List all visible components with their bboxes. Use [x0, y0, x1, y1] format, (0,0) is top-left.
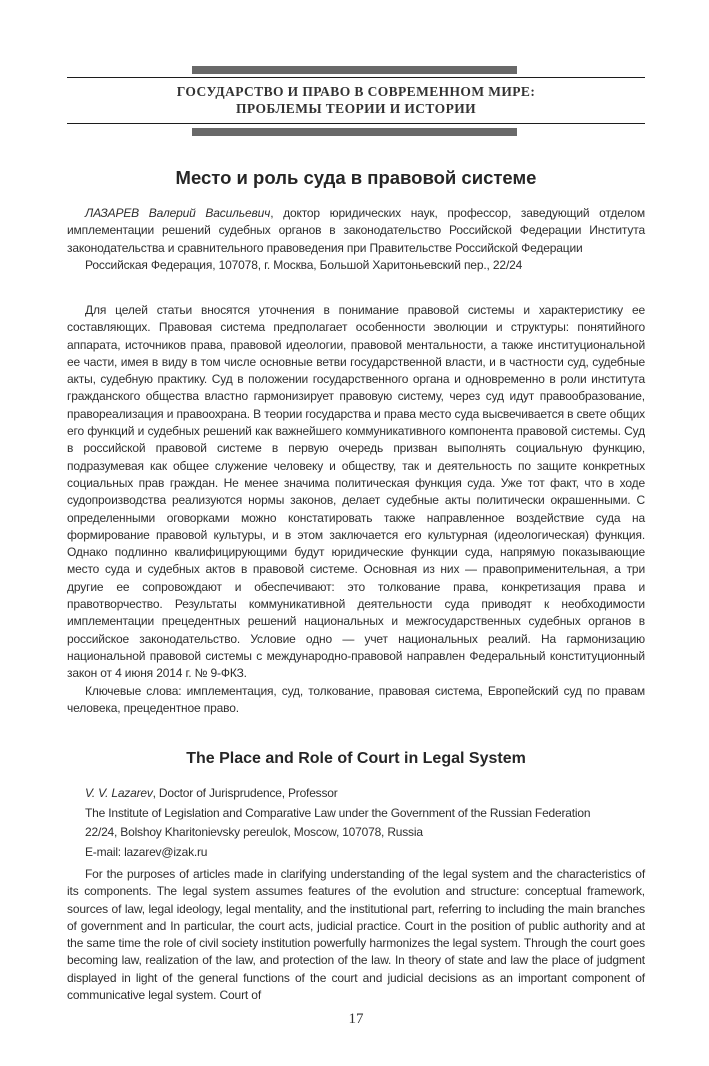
- author-details-en: , Doctor of Jurisprudence, Professor: [152, 786, 338, 800]
- article-title-en: The Place and Role of Court in Legal System: [186, 750, 526, 767]
- affiliation-en: The Institute of Legislation and Comparative Law under the Government of the Russian Federation: [85, 805, 591, 820]
- keywords-ru: Ключевые слова: имплементация, суд, толкование, правовая система, Европейский суд по правам человека, прецедентное право.: [67, 683, 645, 715]
- header-rule-top: [67, 77, 645, 78]
- author-details-ru: , доктор юридических наук, профессор, заведующий отделом имплементации решений судебных органов в законодательство Российской Федерации Института законодательства и сравнительного правоведения при Правительстве Российской Федерации: [67, 206, 645, 255]
- author-block-en: [67, 784, 645, 862]
- abstract-block-ru: [67, 302, 645, 717]
- author-address-ru: Российская Федерация, 107078, г. Москва, Большой Харитоньевский пер., 22/24: [85, 257, 523, 272]
- header-accent-bar-bottom: [192, 128, 517, 136]
- email-en: E-mail: lazarev@izak.ru: [85, 844, 208, 859]
- abstract-text-en: For the purposes of articles made in clarifying understanding of the legal system and the characteristics of its components. The legal system assumes features of the evolution and structure: conceptual framework, sources of law, legal ideology, legal mentality, and the institutional part, referring to including the main branches of government and In particular, the court acts, judicial practice. Court in the position of public authority and at the same time the role of civil society institution powerfully harmonizes the legal system. Through the court goes becoming law, realization of the law, and protection of the law. In theory of state and law the place of judgment displayed in light of the general functions of the court and judicial decisions as an important component of communicative legal system. Court of: [67, 867, 645, 1003]
- author-paragraph-ru: [67, 205, 645, 257]
- author-name-en: V. V. Lazarev: [85, 786, 153, 800]
- address-en: 22/24, Bolshoy Kharitonievsky pereulok, Moscow, 107078, Russia: [85, 825, 423, 839]
- abstract-block-en: [67, 866, 645, 1004]
- abstract-text-ru: Для целей статьи вносятся уточнения в понимание правовой системы и характеристику ее составляющих. Правовая система предполагает особенности эволюции и структуры: понятийного аппарата, источников права, правовой идеологии, правовой ментальности, а также институциональной ее части, имея в виду в том числе основные ветви государственной власти, и в частности суд, судебные акты, судебную практику. Суд в положении государственного органа и одновременно в роли института гражданского общества властно гармонизирует правовую систему, через суд идут правообразование, правореализация и правоохрана. В теории государства и права место суда высвечивается в свете общих его функций и судебных решений как важнейшего коммуникативного компонента правовой системы. Суд в российской правовой системе в первую очередь призван выполнять социальную функцию, подразумевая как общее служение человеку и обществу, так и деятельность по защите конкретных социальных прав граждан. Не менее значима политическая функция суда. Уже тот факт, что в ходе судопроизводства реализуются нормы законов, делает судебные акты политически окрашенными. С определенными оговорками можно констатировать также направленное воздействие суда на формирование правовой культуры, и в этом заключается его культурная (идеологическая) функция. Однако подлинно квалифицирующими будут юридические функции суда, напрямую показывающие место суда и судебных актов в правовой системе. Основная из них — правоприменительная, а три другие ее сопровождают и обеспечивают: это толкование права, конкретизация права и правотворчество. Результаты коммуникативной деятельности суда приводят к необходимости имплементации прецедентных решений национальных и межгосударственных судебных органов в российское законодательство. Условие одно — учет национальных реалий. На гармонизацию национальной правовой системы с международно-правовой направлен Федеральный конституционный закон от 4 июня 2014 г. № 9-ФКЗ.: [67, 303, 645, 681]
- header-rule-bottom: [67, 123, 645, 124]
- article-title-ru: Место и роль суда в правовой системе: [175, 167, 537, 188]
- header-accent-bar-top: [192, 66, 517, 74]
- page-number: 17: [348, 1011, 364, 1027]
- rubric-line-2: ПРОБЛЕМЫ ТЕОРИИ И ИСТОРИИ: [235, 100, 477, 116]
- author-line-en: [67, 784, 645, 804]
- author-name-ru: ЛАЗАРЕВ Валерий Васильевич: [85, 206, 271, 220]
- rubric-line-1: ГОСУДАРСТВО И ПРАВО В СОВРЕМЕННОМ МИРЕ:: [176, 84, 536, 99]
- section-rubric: [67, 84, 645, 117]
- author-block-ru: [67, 205, 645, 274]
